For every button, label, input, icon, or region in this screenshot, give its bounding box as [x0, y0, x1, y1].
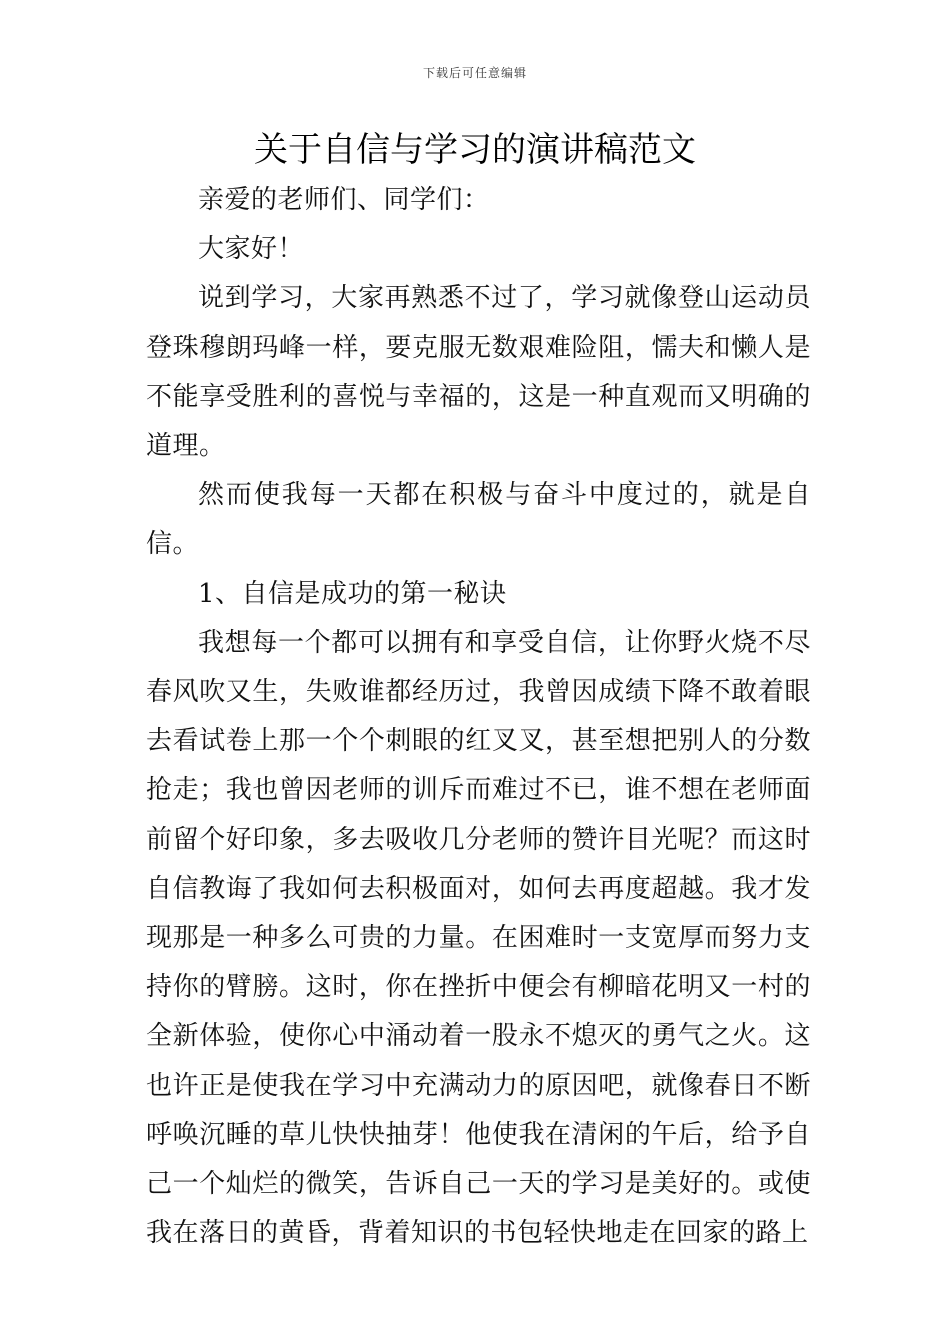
paragraph-hello: 大家好！	[198, 234, 305, 265]
paragraph-greeting: 亲爱的老师们、同学们：	[198, 185, 490, 215]
header-note: 下载后可任意编辑	[422, 66, 527, 80]
paragraph-body: 我想每一个都可以拥有和享受自信，让你野火烧不尽春风吹又生，失败谁都经历过，我曾因成绩下降不敢着眼去看试卷上那一个个刺眼的红叉叉，甚至想把别人的分数抢走；我也曾因老师的训斥而难过不已，谁不想在老师面前留个好印象，多去吸收几分老师的赞许目光呢？而这时自信教诲了我如何去积极面对，如何去再度超越。我才发现那是一种多么可贵的力量。在困难时一支宽厚而努力支持你的臂膀。这时，你在挫折中便会有柳暗花明又一村的全新体验，使你心中涌动着一股永不熄灭的勇气之火。这也许正是使我在学习中充满动力的原因吧，就像春日不断呼唤沉睡的草儿快快抽芽！他使我在清闲的午后，给予自己一个灿烂的微笑，告诉自己一天的学习是美好的。或使我在落日的黄昏，背着知识的书包轻快地走在回家的路上	[146, 627, 811, 1249]
document-body	[146, 176, 811, 1258]
document-title: 关于自信与学习的演讲稿范文	[254, 130, 696, 170]
paragraph-intro: 说到学习，大家再熟悉不过了，学习就像登山运动员登珠穆朗玛峰一样，要克服无数艰难险阻，懦夫和懒人是不能享受胜利的喜悦与幸福的，这是一种直观而又明确的道理。	[146, 283, 811, 462]
paragraph-thesis: 然而使我每一天都在积极与奋斗中度过的，就是自信。	[146, 480, 811, 560]
section-heading: 1、自信是成功的第一秘诀	[198, 578, 507, 609]
